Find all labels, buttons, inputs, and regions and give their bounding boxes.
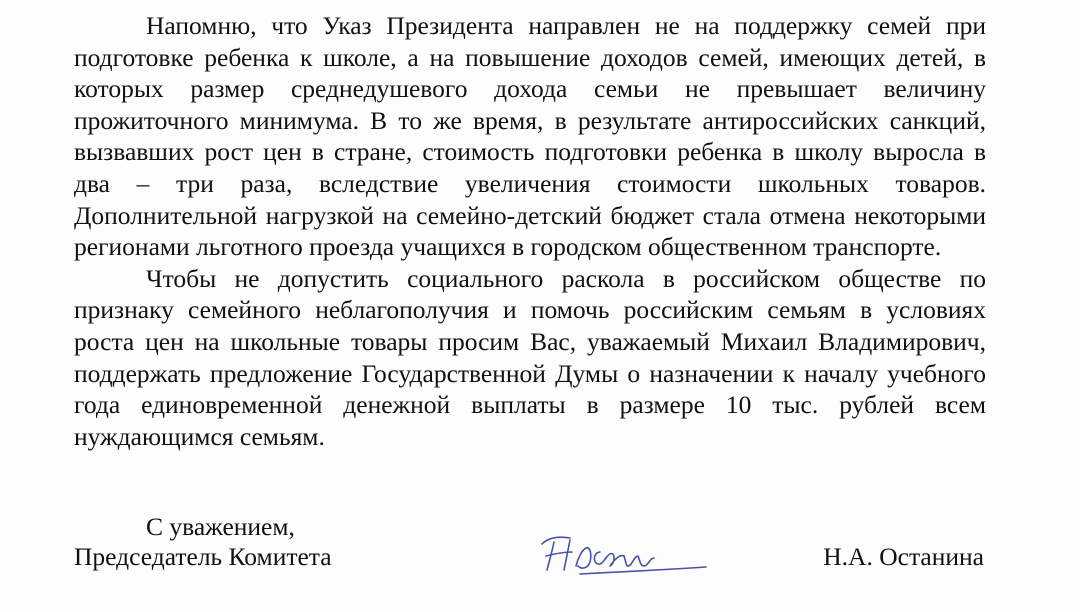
handwritten-signature-icon (540, 530, 720, 580)
signer-position: Председатель Комитета (74, 542, 332, 571)
closing-regards: С уважением, (146, 512, 295, 541)
letter-closing (74, 512, 332, 572)
signer-name: Н.А. Останина (823, 542, 984, 571)
letter-paragraph-1: Напомню, что Указ Президента направлен не на поддержку семей при подготовке ребенка к школе, а на повышение доходов семей, имеющих детей, в которых размер среднедушевого дохода семьи не превышает величину прожиточного минимума. В то же время, в результате антироссийских санкций, вызвавших рост цен в стране, стоимость подготовки ребенка в школу выросла в два – три раза, вследствие увеличения стоимости школьных товаров. Дополнительной нагрузкой на семейно-детский бюджет стала отмена некоторыми регионами льготного проезда учащихся в городском общественном транспорте. (74, 11, 986, 262)
letter-paragraph-2: Чтобы не допустить социального раскола в российском обществе по признаку семейного неблагополучия и помочь российским семьям в условиях роста цен на школьные товары просим Вас, уважаемый Михаил Владимирович, поддержать предложение Государственной Думы о назначении к началу учебного года единовременной денежной выплаты в размере 10 тыс. рублей всем нуждающимся семьям. (74, 263, 986, 451)
letter-body (74, 10, 986, 452)
